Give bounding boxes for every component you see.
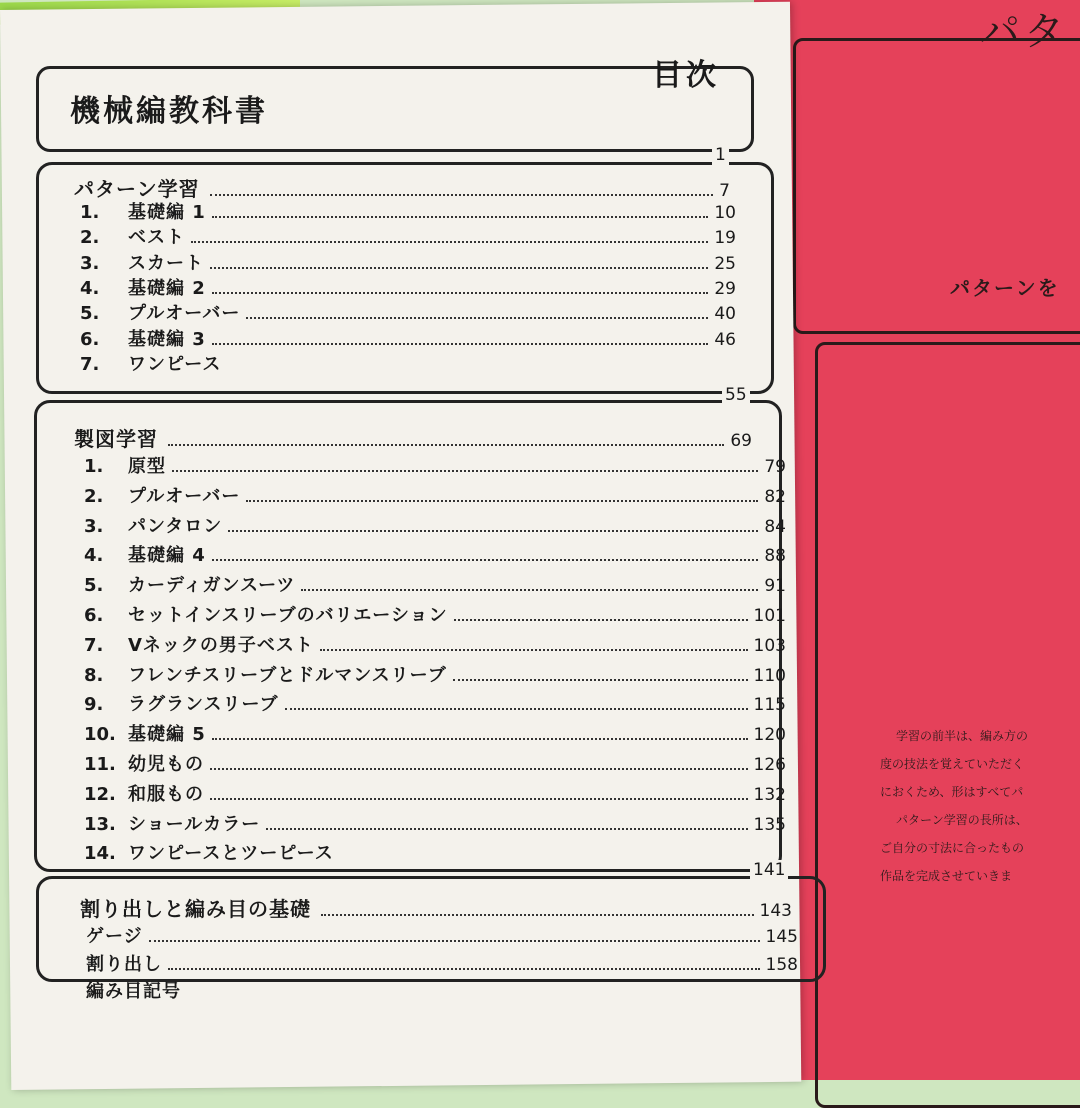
leader-dots	[320, 649, 748, 651]
right-text-line: 作品を完成させていきま	[880, 869, 1013, 883]
entry-page-number: 91	[764, 576, 786, 597]
entry-page-number: 132	[753, 784, 786, 805]
entry-title: ベスト	[128, 227, 185, 249]
section-start-page: 1	[712, 145, 729, 165]
entry-title: ラグランスリーブ	[128, 694, 279, 716]
page-number: 7	[719, 181, 730, 201]
section-title: パターン学習	[70, 173, 204, 202]
toc-entry	[84, 631, 786, 657]
entry-number: 3.	[84, 515, 104, 537]
leader-dots	[191, 241, 708, 243]
leader-dots	[285, 708, 748, 710]
right-page-title: パタ	[980, 9, 1068, 55]
leader-dots	[172, 470, 758, 472]
leader-dots	[266, 828, 747, 830]
entry-title: 基礎編 2	[128, 277, 206, 299]
entry-number: 8.	[84, 664, 104, 686]
entry-page-number: 135	[753, 814, 786, 835]
entry-page-number: 88	[764, 546, 786, 567]
entry-number: 7.	[84, 634, 104, 656]
section-title: 製図学習	[70, 423, 162, 452]
leader-dots	[301, 589, 758, 591]
toc-entry	[84, 690, 786, 716]
toc-entry	[80, 223, 736, 249]
toc-entry	[84, 541, 786, 567]
leader-dots	[246, 317, 708, 319]
leader-dots	[210, 194, 714, 196]
leader-dots	[210, 267, 708, 269]
toc-entry	[84, 452, 786, 478]
right-text-line: におくため、形はすべてパ	[880, 785, 1024, 799]
leader-dots	[210, 798, 748, 800]
entry-title: 幼児もの	[128, 754, 204, 775]
entry-number: 6.	[80, 328, 100, 350]
toc-entry	[84, 482, 786, 508]
toc-entry	[84, 750, 786, 776]
toc-entry	[80, 350, 736, 376]
toc-entry	[86, 977, 798, 1003]
entry-page-number: 40	[714, 304, 736, 325]
page-number: 143	[759, 901, 792, 921]
section-title-row	[76, 893, 792, 922]
entry-number: 11.	[84, 754, 116, 775]
entry-title: パンタロン	[128, 515, 223, 537]
leader-dots	[246, 500, 758, 502]
leader-dots	[168, 968, 760, 970]
entry-title: ショールカラー	[128, 813, 261, 835]
toc-label: 目次	[652, 58, 720, 93]
entry-page-number: 46	[714, 329, 736, 350]
entry-title: ゲージ	[86, 926, 143, 947]
entry-page-number: 110	[753, 665, 786, 686]
section-title-row	[70, 423, 752, 452]
entry-page-number: 84	[764, 516, 786, 537]
entry-title: カーディガンスーツ	[128, 575, 296, 597]
leader-dots	[212, 292, 709, 294]
entry-page-number: 25	[714, 253, 736, 274]
entry-title: セットインスリーブのバリエーション	[128, 605, 448, 626]
entry-page-number: 158	[765, 954, 798, 975]
entry-number: 5.	[80, 303, 100, 325]
toc-entry	[84, 839, 786, 865]
entry-page-number: 19	[714, 228, 736, 249]
toc-entry	[84, 810, 786, 836]
entry-number: 4.	[84, 545, 104, 567]
entry-number: 1.	[84, 456, 104, 477]
entry-number: 2.	[84, 485, 104, 507]
section-title: 割り出しと編み目の基礎	[76, 893, 315, 922]
leader-dots	[454, 619, 748, 621]
entry-number: 2.	[80, 227, 100, 249]
entry-page-number: 101	[753, 606, 786, 626]
entry-page-number: 79	[764, 457, 786, 477]
leader-dots	[228, 530, 758, 532]
toc-entry	[84, 571, 786, 597]
entry-title: ワンピースとツーピース	[128, 843, 334, 865]
entry-title: ワンピース	[128, 353, 222, 375]
entry-title: 基礎編 5	[128, 724, 206, 746]
toc-entry	[80, 325, 736, 351]
entry-page-number: 103	[753, 635, 786, 656]
entry-number: 7.	[80, 353, 100, 375]
entry-title: 基礎編 4	[128, 545, 206, 567]
right-text-line: 学習の前半は、編み方の	[896, 729, 1029, 743]
right-page-subtitle: パターンを	[950, 276, 1060, 300]
toc-entry	[84, 780, 786, 806]
entry-title: 編み目記号	[86, 981, 181, 1002]
entry-number: 6.	[84, 605, 104, 626]
entry-page-number: 120	[753, 725, 786, 746]
section-start-page: 55	[722, 385, 750, 405]
right-page-text	[880, 722, 1028, 890]
entry-page-number: 115	[753, 695, 786, 716]
toc-entry	[86, 950, 798, 976]
book-title: 機械編教科書	[70, 94, 268, 129]
entry-number: 1.	[80, 202, 100, 223]
toc-entry	[80, 249, 736, 275]
entry-number: 14.	[84, 843, 116, 865]
toc-entry	[84, 720, 786, 746]
toc-entry	[84, 661, 786, 687]
leader-dots	[149, 940, 760, 942]
toc-entry	[80, 274, 736, 300]
leader-dots	[212, 216, 709, 218]
entry-title: プルオーバー	[128, 303, 241, 325]
right-text-line: ご自分の寸法に合ったもの	[880, 841, 1025, 855]
toc-entry	[84, 601, 786, 627]
entry-page-number: 145	[765, 927, 798, 947]
entry-title: フレンチスリーブとドルマンスリーブ	[128, 664, 447, 686]
entry-title: Vネックの男子ベスト	[128, 634, 314, 656]
leader-dots	[453, 679, 748, 681]
page-number: 69	[730, 431, 752, 451]
entry-title: 基礎編 1	[128, 202, 206, 223]
right-text-line: パターン学習の長所は、	[896, 813, 1028, 827]
entry-page-number: 126	[753, 755, 786, 775]
entry-page-number: 29	[714, 278, 736, 299]
entry-page-number: 82	[764, 486, 786, 507]
right-text-line: 度の技法を覚えていただく	[880, 757, 1025, 771]
entry-number: 5.	[84, 575, 104, 597]
leader-dots	[212, 738, 748, 740]
toc-entry	[86, 922, 798, 948]
leader-dots	[210, 768, 748, 770]
toc-entry	[84, 512, 786, 538]
toc-entry	[80, 198, 736, 224]
entry-number: 9.	[84, 694, 104, 716]
entry-number: 3.	[80, 252, 100, 274]
entry-page-number: 10	[714, 203, 736, 223]
entry-title: 割り出し	[86, 953, 162, 975]
leader-dots	[321, 914, 754, 916]
leader-dots	[168, 444, 724, 446]
entry-number: 12.	[84, 783, 116, 805]
leader-dots	[212, 559, 759, 561]
entry-title: 原型	[128, 456, 166, 477]
entry-number: 4.	[80, 277, 100, 299]
entry-title: 和服もの	[128, 783, 204, 805]
entry-title: スカート	[128, 252, 204, 274]
toc-entry	[80, 299, 736, 325]
entry-title: プルオーバー	[128, 485, 241, 507]
entry-title: 基礎編 3	[128, 328, 206, 350]
section-start-page: 141	[750, 860, 788, 880]
entry-number: 10.	[84, 724, 116, 746]
leader-dots	[212, 343, 709, 345]
entry-number: 13.	[84, 813, 116, 835]
